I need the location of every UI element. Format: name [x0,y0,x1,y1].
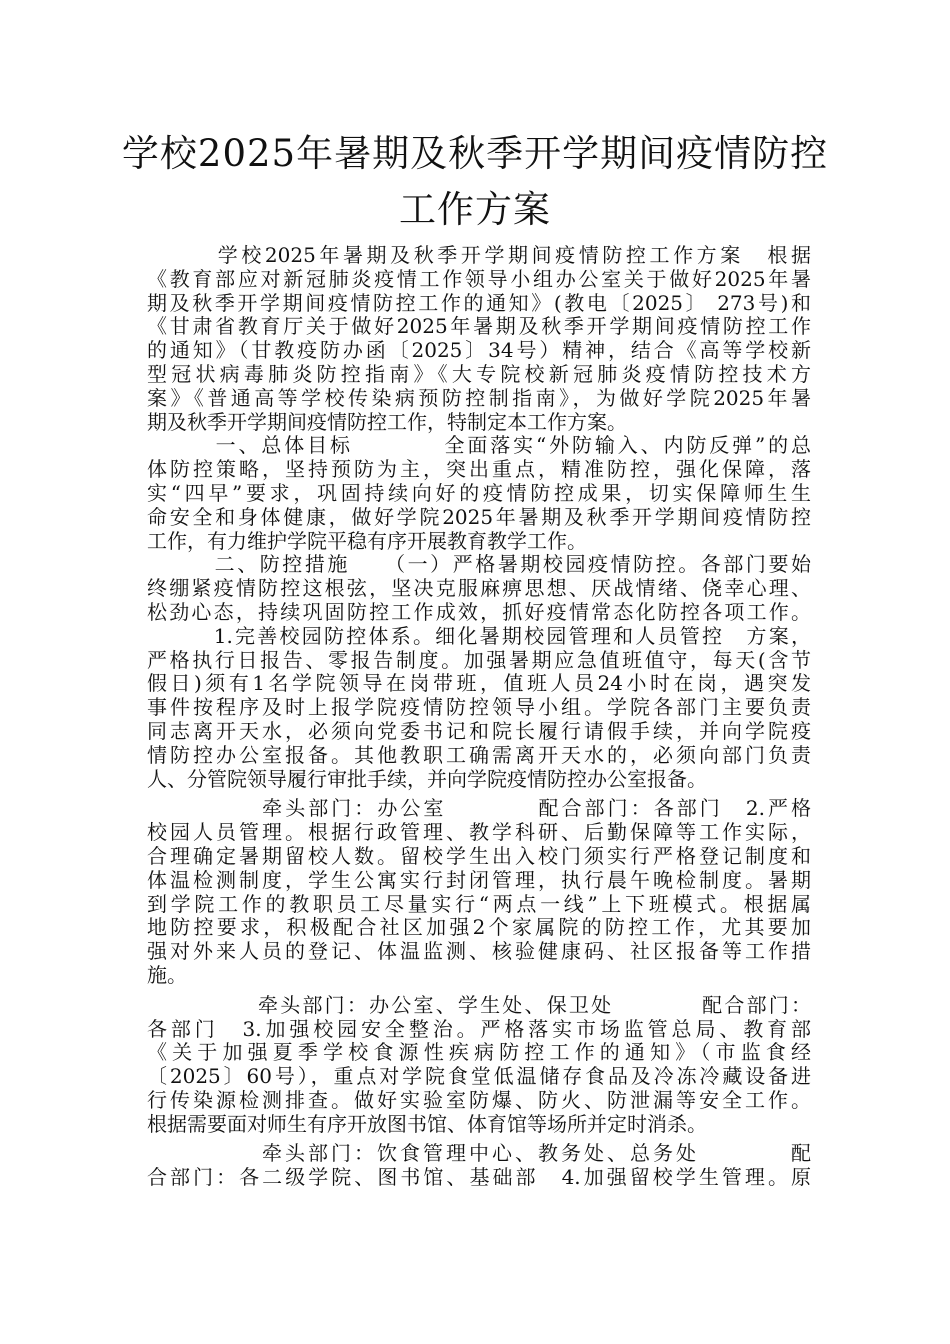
body-line: 校园人员管理。根据行政管理、教学科研、后勤保障等工作实际， [147,821,811,845]
body-line: 牵头部门：饮食管理中心、教务处、总务处 配 [147,1142,811,1166]
document-title [110,126,840,238]
body-line: 牵头部门：办公室、学生处、保卫处 配合部门： [147,993,811,1017]
body-line: 强对外来人员的登记、体温监测、核验健康码、社区报备等工作措 [147,940,811,964]
body-line: 到学院工作的教职员工尽量实行“两点一线”上下班模式。根据属 [147,892,811,916]
body-line: 行传染源检测排查。做好实验室防爆、防火、防泄漏等安全工作。 [147,1088,811,1112]
body-line: 案》《普通高等学校传染病预防控制指南》，为做好学院2025年暑 [147,386,811,410]
document-body [147,244,811,1190]
body-line: 1.完善校园防控体系。细化暑期校园管理和人员管控 方案， [147,624,811,648]
body-line: 各部门 3.加强校园安全整治。严格落实市场监管总局、教育部 [147,1017,811,1041]
body-line: 《关于加强夏季学校食源性疾病防控工作的通知》（市监食经 [147,1041,811,1065]
body-line: 学校2025年暑期及秋季开学期间疫情防控工作方案 根据 [147,244,811,267]
body-line: 期及秋季开学期间疫情防控工作的通知》(教电〔2025〕 273号)和 [147,291,811,315]
title-line-2: 工作方案 [399,188,551,231]
body-line: 牵头部门：办公室 配合部门：各部门 2.严格 [147,797,811,821]
body-line: 松劲心态，持续巩固防控工作成效，抓好疫情常态化防控各项工作。 [147,600,811,624]
body-line: 〔2025〕60号），重点对学院食堂低温储存食品及冷冻冷藏设备进 [147,1065,811,1089]
body-line: 施。 [147,963,187,987]
body-line: 事件按程序及时上报学院疫情防控领导小组。学院各部门主要负责 [147,696,811,720]
body-line: 实“四早”要求，巩固持续向好的疫情防控成果，切实保障师生生 [147,481,811,505]
body-line: 的通知》（甘教疫防办函〔2025〕34号）精神，结合《高等学校新 [147,339,811,363]
body-line: 期及秋季开学期间疫情防控工作，特制定本工作方案。 [147,410,627,434]
body-line: 工作，有力维护学院平稳有序开展教育教学工作。 [147,529,587,553]
body-line: 《教育部应对新冠肺炎疫情工作领导小组办公室关于做好2025年暑 [147,267,811,291]
body-line: 严格执行日报告、零报告制度。加强暑期应急值班值守，每天(含节 [147,648,811,672]
body-line: 根据需要面对师生有序开放图书馆、体育馆等场所并定时消杀。 [147,1112,707,1136]
body-line: 命安全和身体健康，做好学院2025年暑期及秋季开学期间疫情防控 [147,505,811,529]
body-line: 同志离开天水，必须向党委书记和院长履行请假手续，并向学院疫 [147,719,811,743]
body-line: 假日)须有1名学院领导在岗带班，值班人员24小时在岗，遇突发 [147,672,811,696]
body-line: 合部门：各二级学院、图书馆、基础部 4.加强留校学生管理。原 [147,1166,811,1190]
body-line: 体温检测制度，学生公寓实行封闭管理，执行晨午晚检制度。暑期 [147,868,811,892]
body-line: 《甘肃省教育厅关于做好2025年暑期及秋季开学期间疫情防控工作 [147,315,811,339]
title-line-1: 学校2025年暑期及秋季开学期间疫情防控 [121,132,829,175]
body-line: 型冠状病毒肺炎防控指南》《大专院校新冠肺炎疫情防控技术方 [147,362,811,386]
body-line: 人、分管院领导履行审批手续，并向学院疫情防控办公室报备。 [147,767,707,791]
body-line: 终绷紧疫情防控这根弦，坚决克服麻痹思想、厌战情绪、侥幸心理、 [147,577,811,601]
body-line: 情防控办公室报备。其他教职工确需离开天水的，必须向部门负责 [147,743,811,767]
body-line: 一、总体目标 全面落实“外防输入、内防反弹”的总 [147,434,811,458]
body-line: 二、防控措施 （一）严格暑期校园疫情防控。各部门要始 [147,553,811,577]
body-line: 体防控策略，坚持预防为主，突出重点，精准防控，强化保障，落 [147,458,811,482]
body-line: 合理确定暑期留校人数。留校学生出入校门须实行严格登记制度和 [147,844,811,868]
body-line: 地防控要求，积极配合社区加强2个家属院的防控工作，尤其要加 [147,916,811,940]
